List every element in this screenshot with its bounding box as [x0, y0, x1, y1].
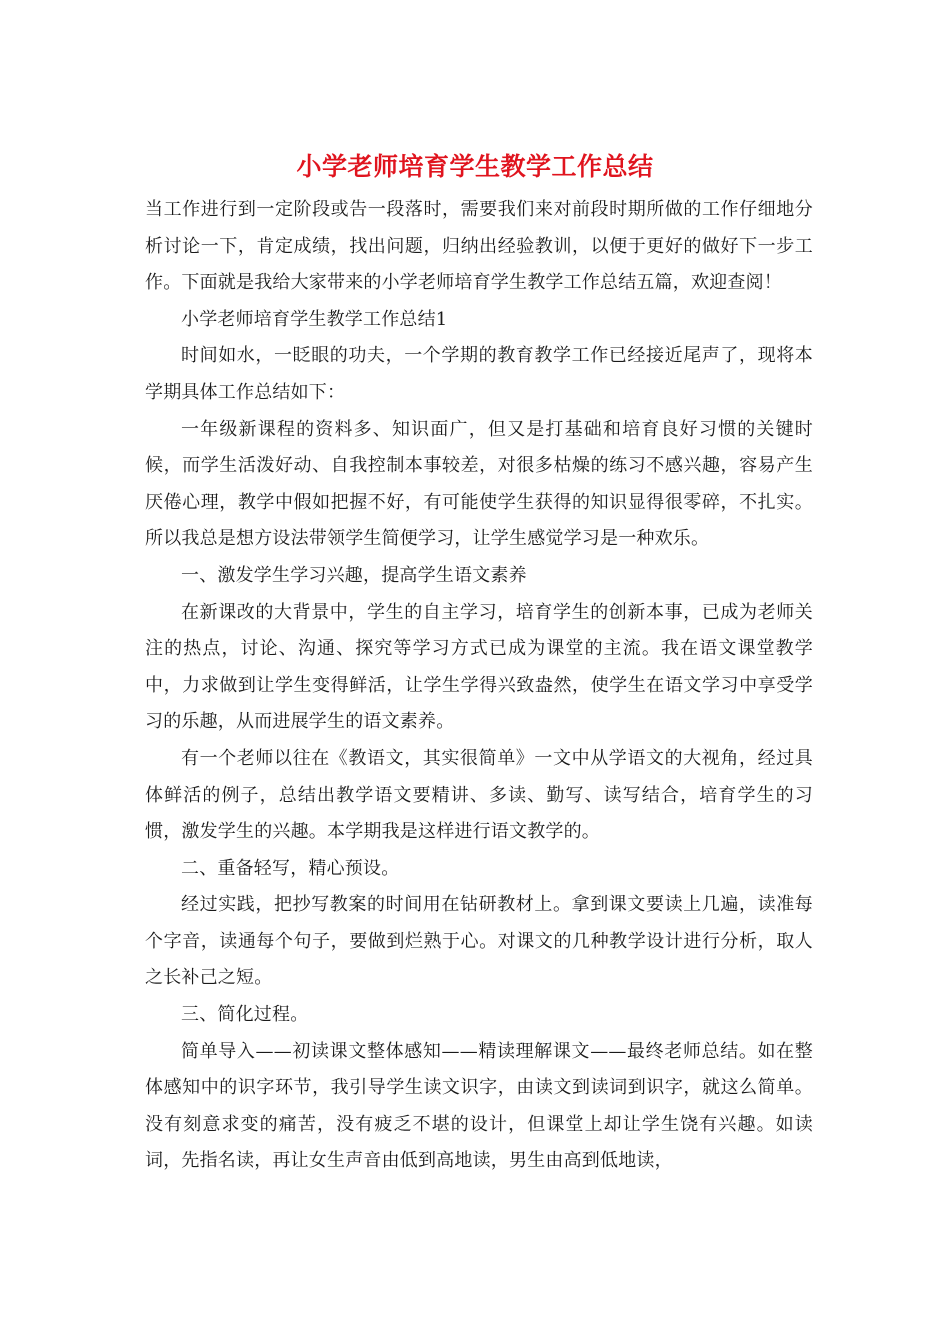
body-paragraph: 一年级新课程的资料多、知识面广，但又是打基础和培育良好习惯的关键时候，而学生活泼好动、自我控制本事较差，对很多枯燥的练习不感兴趣，容易产生厌倦心理，教学中假如把握不好，有可能使学生获得的知识显得很零碎，不扎实。所以我总是想方设法带领学生简便学习，让学生感觉学习是一种欢乐。: [145, 418, 813, 550]
body-paragraph: 在新课改的大背景中，学生的自主学习，培育学生的创新本事，已成为老师关注的热点，讨论、沟通、探究等学习方式已成为课堂的主流。我在语文课堂教学中，力求做到让学生变得鲜活，让学生学得兴致盎然，使学生在语文学习中享受学习的乐趣，从而进展学生的语文素养。: [145, 601, 813, 733]
body-paragraph: 经过实践，把抄写教案的时间用在钻研教材上。拿到课文要读上几遍，读准每个字音，读通每个句子，要做到烂熟于心。对课文的几种教学设计进行分析，取人之长补己之短。: [145, 894, 813, 989]
section-heading-summary-1: 小学老师培育学生教学工作总结1: [181, 308, 448, 330]
body-paragraph: 简单导入——初读课文整体感知——精读理解课文——最终老师总结。如在整体感知中的识字环节，我引导学生读文识字，由读文到读词到识字，就这么简单。没有刻意求变的痛苦，没有疲乏不堪的设计，但课堂上却让学生饶有兴趣。如读词，先指名读，再让女生声音由低到高地读，男生由高到低地读，: [145, 1040, 813, 1172]
section-heading: 三、简化过程。: [181, 1004, 309, 1026]
document-body: [145, 192, 813, 1180]
document-title: 小学老师培育学生教学工作总结: [296, 152, 654, 181]
body-paragraph: 有一个老师以往在《教语文，其实很简单》一文中从学语文的大视角，经过具体鲜活的例子，总结出教学语文要精讲、多读、勤写、读写结合，培育学生的习惯，激发学生的兴趣。本学期我是这样进行语文教学的。: [145, 747, 813, 843]
body-paragraph: 时间如水，一眨眼的功夫，一个学期的教育教学工作已经接近尾声了，现将本学期具体工作总结如下：: [145, 345, 813, 403]
section-heading: 一、激发学生学习兴趣，提高学生语文素养: [181, 564, 527, 586]
section-heading: 二、重备轻写，精心预设。: [181, 857, 400, 879]
intro-paragraph: 当工作进行到一定阶段或告一段落时，需要我们来对前段时期所做的工作仔细地分析讨论一下，肯定成绩，找出问题，归纳出经验教训，以便于更好的做好下一步工作。下面就是我给大家带来的小学老师培育学生教学工作总结五篇，欢迎查阅！: [145, 199, 813, 294]
